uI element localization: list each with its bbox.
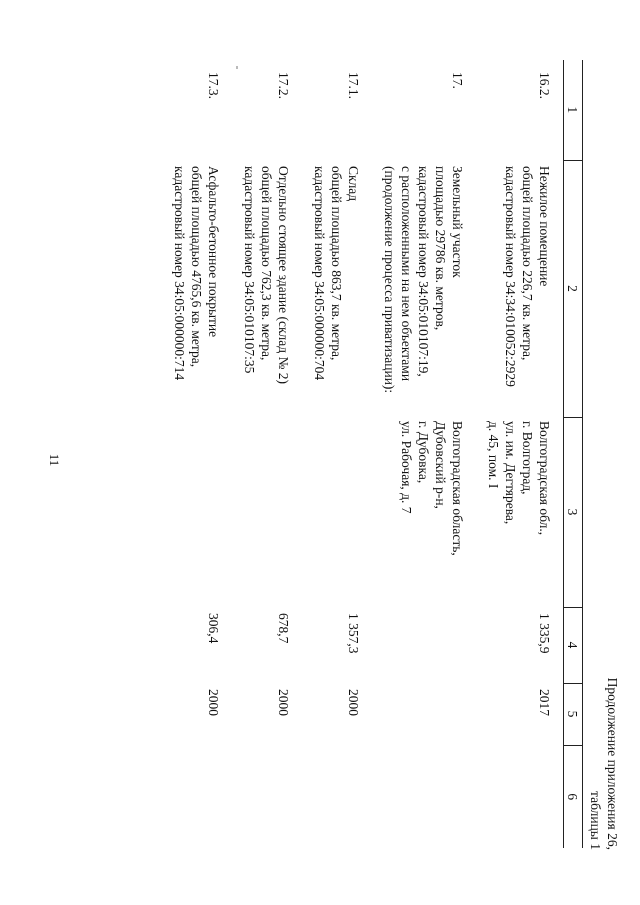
address-line: г. Дубовка, — [416, 421, 431, 484]
page-number: 11 — [47, 453, 62, 467]
address-cell — [232, 417, 302, 607]
column-header-6: 6 — [564, 745, 583, 848]
table-row — [302, 60, 372, 848]
year-cell: 2017 — [537, 689, 552, 716]
column-header-3: 3 — [564, 417, 583, 607]
row-number-cell: 17.3. — [206, 72, 221, 99]
address-cell — [302, 417, 372, 607]
area-value-cell — [372, 607, 476, 683]
area-value-cell: 678,7 — [276, 613, 291, 644]
object-name-line: общей площадью 863,7 кв. метра, — [329, 166, 344, 361]
year-cell: 2000 — [206, 689, 221, 716]
object-name-cell — [372, 160, 476, 417]
object-name-line: Склад — [346, 166, 361, 202]
table-row — [232, 60, 302, 848]
area-value-cell: 1 357,3 — [346, 613, 361, 654]
address-cell — [476, 417, 564, 607]
row-number-cell: 17.2. — [276, 72, 291, 99]
note-cell — [302, 745, 372, 848]
address-line: г. Волгоград, — [520, 421, 535, 495]
area-value-cell: 1 335,9 — [537, 613, 552, 654]
column-header-2: 2 — [564, 160, 583, 417]
object-name-cell — [302, 160, 372, 417]
object-name-cell — [162, 160, 232, 417]
note-cell — [476, 745, 564, 848]
area-value-cell: 306,4 — [206, 613, 221, 644]
object-name-line: общей площадью 762,3 кв. метра, — [259, 166, 274, 361]
table-row — [162, 60, 232, 848]
table-row — [476, 60, 564, 848]
object-name-line: Земельный участок — [450, 166, 465, 278]
note-cell — [162, 745, 232, 848]
address-line: ул. Рабочая, д. 7 — [399, 421, 414, 514]
address-line: Волгоградская обл., — [537, 421, 552, 536]
object-name-line: (продолжение процесса приватизации): — [382, 166, 397, 394]
object-name-line: кадастровый номер 34:34:010052:2929 — [503, 166, 518, 387]
object-name-line: кадастровый номер 34:05:010107:19, — [416, 166, 431, 377]
table-caption — [587, 640, 621, 850]
year-cell: 2000 — [276, 689, 291, 716]
column-number-row — [564, 60, 583, 848]
column-header-4: 4 — [564, 607, 583, 683]
property-table — [162, 60, 583, 848]
object-name-line: кадастровый номер 34:05:000000:704 — [312, 166, 327, 381]
object-name-line: площадью 29786 кв. метров, — [433, 166, 448, 331]
object-name-line: Асфальто-бетонное покрытие — [206, 166, 221, 338]
row-number-cell: 17.1. — [346, 72, 361, 99]
object-name-cell — [476, 160, 564, 417]
address-line: Дубовский р-н, — [433, 421, 448, 509]
row-number-cell: 17. — [450, 72, 465, 89]
row-number-cell: 16.2. — [537, 72, 552, 99]
caption-line-2: таблицы 1 — [588, 791, 603, 850]
object-name-line: Нежилое помещение — [537, 166, 552, 287]
object-name-cell — [232, 160, 302, 417]
year-cell — [372, 683, 476, 745]
object-name-line: кадастровый номер 34:05:000000:714 — [172, 166, 187, 381]
object-name-line: кадастровый номер 34:05:010107:35 — [242, 166, 257, 374]
column-header-1: 1 — [564, 60, 583, 160]
address-cell — [162, 417, 232, 607]
address-cell — [372, 417, 476, 607]
note-cell — [372, 745, 476, 848]
address-line: Волгоградская область, — [450, 421, 465, 556]
object-name-line: общей площадью 226,7 кв. метра, — [520, 166, 535, 361]
year-cell: 2000 — [346, 689, 361, 716]
column-header-5: 5 — [564, 683, 583, 745]
caption-line-1: Продолжение приложения 26, — [605, 677, 620, 850]
address-line: д. 45, пом. I — [486, 421, 501, 489]
object-name-line: Отдельно стоящее здание (склад № 2) — [276, 166, 291, 385]
table-row — [372, 60, 476, 848]
object-name-line: с расположенными на нем объектами — [399, 166, 414, 382]
address-line: ул. им. Дегтярева, — [503, 421, 518, 525]
note-cell — [232, 745, 302, 848]
object-name-line: общей площадью 4765,6 кв. метра, — [189, 166, 204, 368]
scan-mark — [236, 66, 238, 69]
